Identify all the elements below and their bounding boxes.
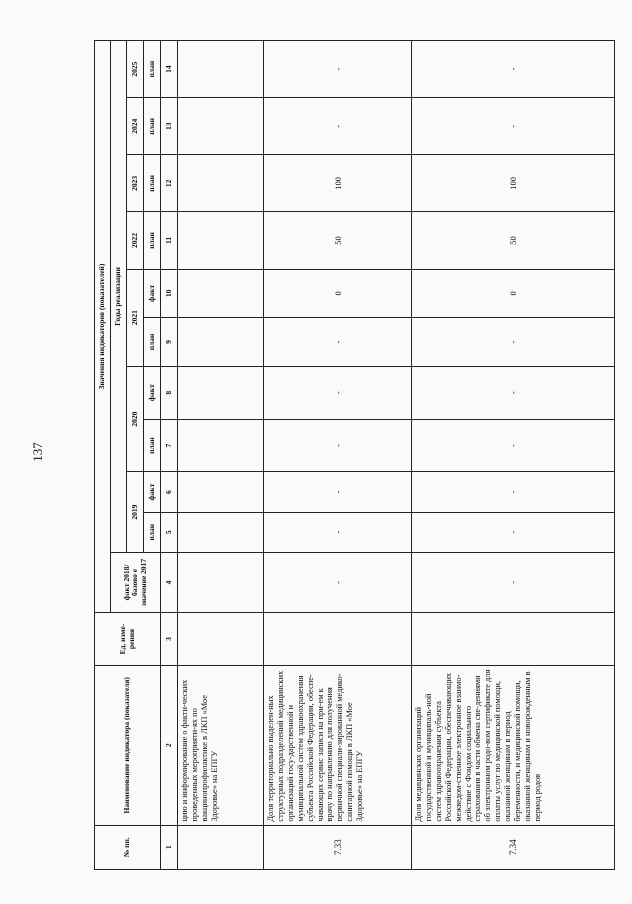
header-year-2023: 2023 xyxy=(127,155,144,212)
page-number: 137 xyxy=(30,442,45,462)
header-base: факт 2018/базово е значение 2017 xyxy=(111,552,161,612)
column-index: 7 xyxy=(161,419,178,472)
column-index: 11 xyxy=(161,212,178,269)
value-cell xyxy=(178,41,264,98)
column-index: 8 xyxy=(161,366,178,419)
value-cell: 100 xyxy=(264,155,412,212)
value-cell: - xyxy=(412,41,615,98)
indicator-name: цию и информирование о факти-ческих проведенных мероприяти-ях по вакцинопрофилактике в ЛКП «Мое Здоровье» на ЕПГУ xyxy=(178,665,264,825)
header-values: Значения индикаторов (показателей) xyxy=(95,41,111,613)
header-plan: план xyxy=(144,41,161,98)
row-number: 7.33 xyxy=(264,825,412,869)
value-cell xyxy=(178,552,264,612)
header-plan: план xyxy=(144,318,161,367)
indicator-table-wrapper xyxy=(94,40,614,870)
header-plan: план xyxy=(144,98,161,155)
header-fact: факт xyxy=(144,269,161,318)
value-cell: - xyxy=(412,552,615,612)
header-years: Годы реализации xyxy=(111,41,127,553)
value-cell xyxy=(178,472,264,512)
header-name: Наименование индикатора (показателя) xyxy=(95,665,161,825)
column-index: 14 xyxy=(161,41,178,98)
header-year-2024: 2024 xyxy=(127,98,144,155)
column-index: 5 xyxy=(161,512,178,552)
header-plan: план xyxy=(144,512,161,552)
table-row xyxy=(178,41,264,870)
column-index: 10 xyxy=(161,269,178,318)
row-number: 7.34 xyxy=(412,825,615,869)
value-cell: 50 xyxy=(412,212,615,269)
header-plan: план xyxy=(144,155,161,212)
header-year-2019: 2019 xyxy=(127,472,144,552)
value-cell: - xyxy=(412,366,615,419)
value-cell xyxy=(178,318,264,367)
value-cell: - xyxy=(264,41,412,98)
header-year-2020: 2020 xyxy=(127,366,144,472)
value-cell: 0 xyxy=(264,269,412,318)
value-cell: 0 xyxy=(412,269,615,318)
table-row xyxy=(264,41,412,870)
value-cell xyxy=(178,212,264,269)
value-cell: 50 xyxy=(264,212,412,269)
header-fact: факт xyxy=(144,472,161,512)
row-number xyxy=(178,825,264,869)
value-cell xyxy=(178,512,264,552)
value-cell: - xyxy=(412,472,615,512)
indicator-name: Доля территориально выделен-ных структурных подразделений медицинских организаций госу-дарственной и муниципальной систем здравоохранения субъекта Российской Федерации, обеспе-чивающих сервис записи на при-ем к врачу по направлению для получения первичной специали-зированной медико-санитарной помощи в ЛКП «Мое Здоровье» на ЕПГУ xyxy=(264,665,412,825)
header-year-2021: 2021 xyxy=(127,269,144,366)
unit-cell xyxy=(264,613,412,666)
unit-cell xyxy=(412,613,615,666)
value-cell: - xyxy=(264,419,412,472)
indicator-table xyxy=(94,40,615,870)
indicator-name: Доля медицинских организаций государственной и муниципаль-ной систем здравоохранения субъекта Российской Федерации, обеспечивающих межведом-ственное электронное взаимо-действие с Фондом социального страхования в части обмена све-дениями об электронном родо-вом сертификате для оплаты услуг по медицинской помощи, оказанной женщинам в период беременности, и медицинской помощи, оказанной женщинам и новорожденным в период родов xyxy=(412,665,615,825)
column-index: 4 xyxy=(161,552,178,612)
column-index: 13 xyxy=(161,98,178,155)
header-year-2025: 2025 xyxy=(127,41,144,98)
value-cell: - xyxy=(412,98,615,155)
value-cell xyxy=(178,419,264,472)
column-index: 6 xyxy=(161,472,178,512)
column-index: 1 xyxy=(161,825,178,869)
header-plan: план xyxy=(144,212,161,269)
value-cell: - xyxy=(264,472,412,512)
column-index: 12 xyxy=(161,155,178,212)
unit-cell xyxy=(178,613,264,666)
header-year-2022: 2022 xyxy=(127,212,144,269)
column-index: 2 xyxy=(161,665,178,825)
value-cell: - xyxy=(264,318,412,367)
value-cell: - xyxy=(412,512,615,552)
value-cell: - xyxy=(412,318,615,367)
value-cell: - xyxy=(264,366,412,419)
column-index: 3 xyxy=(161,613,178,666)
column-index: 9 xyxy=(161,318,178,367)
header-unit: Ед. изме-рения xyxy=(95,613,161,666)
value-cell: - xyxy=(264,512,412,552)
value-cell: - xyxy=(412,419,615,472)
value-cell: 100 xyxy=(412,155,615,212)
header-plan: план xyxy=(144,419,161,472)
value-cell xyxy=(178,155,264,212)
value-cell xyxy=(178,269,264,318)
value-cell xyxy=(178,366,264,419)
header-no: № пп. xyxy=(95,825,161,869)
table-row xyxy=(412,41,615,870)
value-cell: - xyxy=(264,552,412,612)
header-fact: факт xyxy=(144,366,161,419)
value-cell: - xyxy=(264,98,412,155)
value-cell xyxy=(178,98,264,155)
